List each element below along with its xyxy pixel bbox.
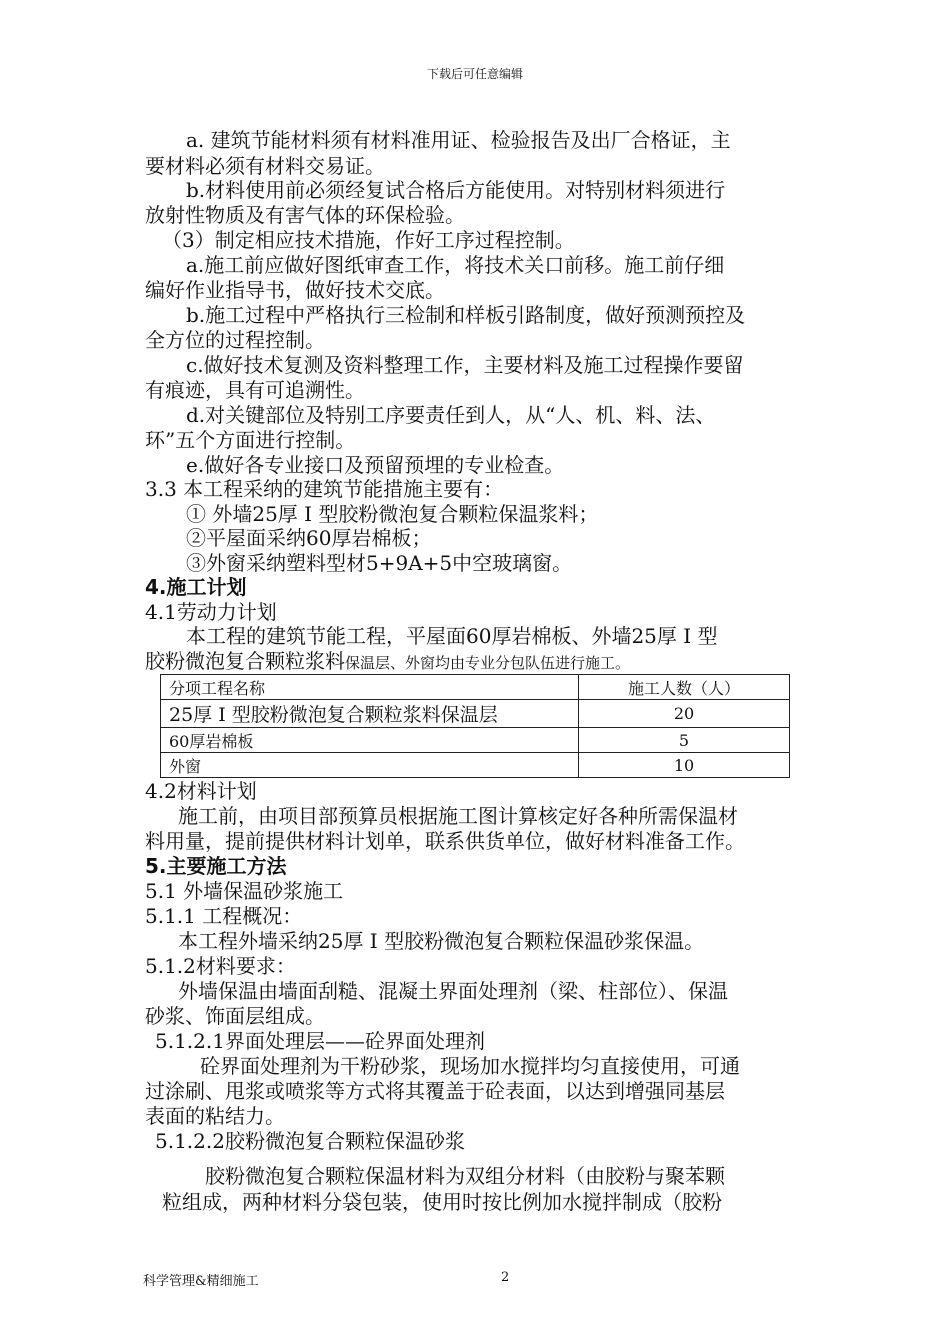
text-line: 要材料必须有材料交易证。 [145, 154, 385, 178]
text-line: c.做好技术复测及资料整理工作，主要材料及施工过程操作要留 [186, 353, 744, 377]
footer-left: 科学管理&精细施工 [143, 1274, 259, 1289]
text-line: e.做好各专业接口及预留预埋的专业检查。 [186, 453, 565, 477]
text-line: 过涂刷、甩浆或喷浆等方式将其覆盖于砼表面，以达到增强同基层 [145, 1079, 725, 1103]
section-heading: 4.施工计划 [145, 575, 247, 599]
text-line: 本工程外墙采纳25厚 I 型胶粉微泡复合颗粒保温砂浆保温。 [178, 929, 705, 953]
text-line: 环”五个方面进行控制。 [145, 428, 356, 452]
text-line: （3）制定相应技术措施，作好工序过程控制。 [162, 228, 575, 252]
text-line: a.施工前应做好图纸审查工作，将技术关口前移。施工前仔细 [186, 253, 725, 277]
text-line: 本工程的建筑节能工程，平屋面60厚岩棉板、外墙25厚 I 型 [186, 624, 718, 648]
table-header-row [161, 675, 790, 700]
subsection-heading: 5.1 外墙保温砂浆施工 [145, 879, 344, 903]
text-line: 砂浆、饰面层组成。 [145, 1004, 325, 1028]
table-cell: 25厚 I 型胶粉微泡复合颗粒浆料保温层 [161, 700, 579, 728]
subsection-heading: 4.1劳动力计划 [145, 600, 277, 624]
text-line: b.施工过程中严格执行三检制和样板引路制度，做好预测预控及 [186, 303, 746, 327]
table-cell: 20 [579, 700, 790, 728]
text-line: 有痕迹，具有可追溯性。 [145, 378, 365, 402]
labor-table [160, 674, 790, 778]
table-cell: 外窗 [161, 753, 579, 778]
subsection-heading: 5.1.2材料要求： [145, 954, 296, 978]
table-cell: 60厚岩棉板 [161, 728, 579, 753]
section-heading: 5.主要施工方法 [145, 854, 287, 878]
text-line: a. 建筑节能材料须有材料准用证、检验报告及出厂合格证，主 [186, 128, 731, 152]
text-line: ②平屋面采纳60厚岩棉板； [186, 526, 432, 550]
text-line: b.材料使用前必须经复试合格后方能使用。对特别材料须进行 [186, 178, 726, 202]
table-header-cell: 施工人数（人） [579, 675, 790, 700]
text-line: 胶粉微泡复合颗粒保温材料为双组分材料（由胶粉与聚苯颗 [205, 1164, 725, 1188]
subsection-heading: 5.1.2.2胶粉微泡复合颗粒保温砂浆 [155, 1129, 465, 1153]
table-cell: 10 [579, 753, 790, 778]
text-line: 砼界面处理剂为干粉砂浆，现场加水搅拌均匀直接使用，可通 [200, 1054, 740, 1078]
text-fragment: 胶粉微泡复合颗粒浆料 [145, 649, 345, 673]
table-row [161, 753, 790, 778]
text-line: 料用量，提前提供材料计划单，联系供货单位，做好材料准备工作。 [145, 829, 745, 853]
table-cell: 5 [579, 728, 790, 753]
text-line: 粒组成，两种材料分袋包装，使用时按比例加水搅拌制成（胶粉 [162, 1190, 722, 1214]
text-line: 编好作业指导书，做好技术交底。 [145, 278, 445, 302]
page-header: 下载后可任意编辑 [426, 67, 523, 81]
text-line: d.对关键部位及特别工序要责任到人，从“人、机、料、法、 [186, 403, 716, 427]
text-line: 放射性物质及有害气体的环保检验。 [145, 203, 465, 227]
text-line: 外墙保温由墙面刮糙、混凝土界面处理剂（梁、柱部位）、保温 [178, 979, 728, 1003]
subsection-heading: 5.1.2.1界面处理层——砼界面处理剂 [155, 1029, 485, 1053]
text-line: 全方位的过程控制。 [145, 328, 325, 352]
text-fragment-small: 保温层、外窗均由专业分包队伍进行施工。 [345, 654, 631, 672]
page-number: 2 [501, 1270, 510, 1285]
text-line: 施工前，由项目部预算员根据施工图计算核定好各种所需保温材 [178, 804, 738, 828]
text-line: ① 外墙25厚 I 型胶粉微泡复合颗粒保温浆料； [186, 502, 599, 526]
text-line: ③外窗采纳塑料型材5+9A+5中空玻璃窗。 [186, 551, 573, 575]
table-header-cell: 分项工程名称 [161, 675, 579, 700]
table-row [161, 700, 790, 728]
text-line [145, 648, 630, 676]
subsection-heading: 4.2材料计划 [145, 779, 257, 803]
subsection-heading: 5.1.1 工程概况： [145, 904, 303, 928]
text-line: 3.3 本工程采纳的建筑节能措施主要有： [145, 477, 504, 501]
text-line: 表面的粘结力。 [145, 1104, 285, 1128]
table-row [161, 728, 790, 753]
